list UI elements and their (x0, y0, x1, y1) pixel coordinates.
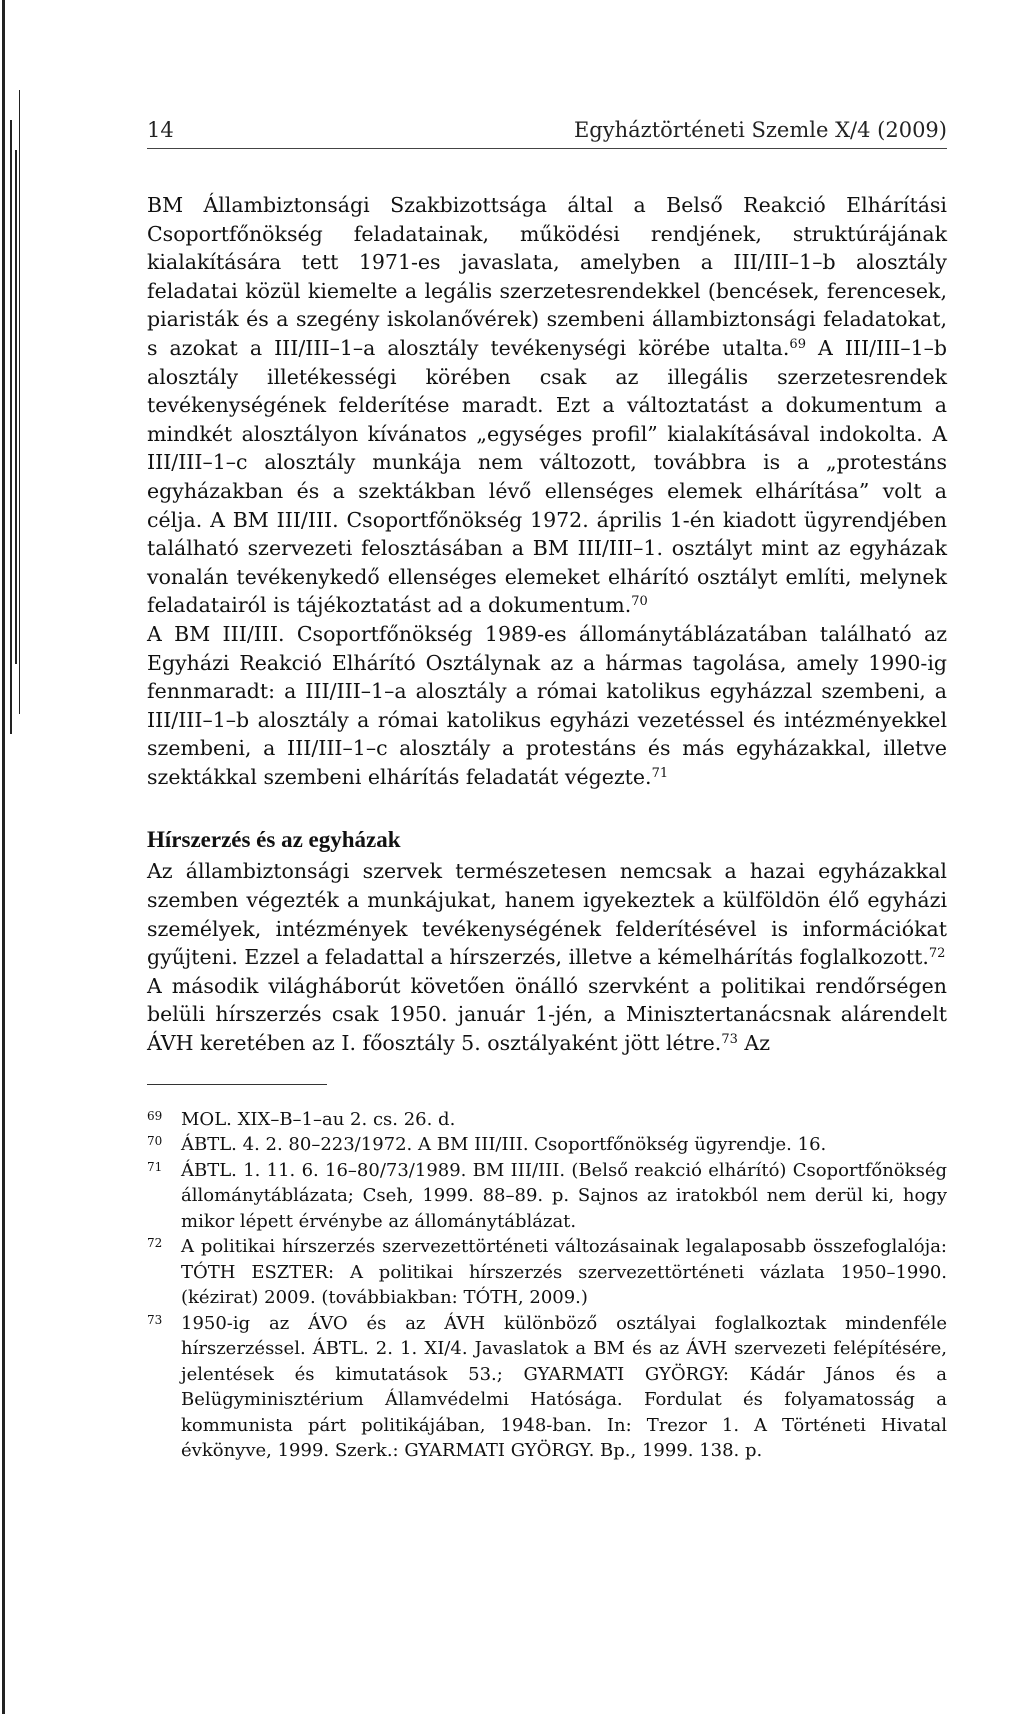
paragraph-text: A második világháborút követően önálló szervként a politikai rendőrségen belüli hírszerzés csak 1950. január 1-jén, a Minisztertanácsnak alárendelt ÁVH keretében az I. főosztály 5. osztályaként jött létre. (147, 973, 947, 1056)
scan-edge-line (15, 150, 17, 664)
body-text (147, 191, 947, 1058)
footnote-text: 1950-ig az ÁVO és az ÁVH különböző osztályai foglalkoztak mindenféle hírszerzéssel. ÁBTL. 2. 1. XI/4. Javaslatok a BM és az ÁVH szervezeti felépítésére, jelentések és kimutatások 53.; GYARMATI GYÖRGY: Kádár János és a Belügyminisztérium Államvédelmi Hatósága. Fordulat és folyamatosság a kommunista párt politikájában, 1948-ban. In: Trezor 1. A Történeti Hivatal évkönyve, 1999. Szerk.: GYARMATI GYÖRGY. Bp., 1999. 138. p. (181, 1312, 947, 1462)
footnote-text: ÁBTL. 1. 11. 6. 16–80/73/1989. BM III/III. (Belső reakció elhárító) Csoportfőnökség állománytáblázata; Cseh, 1999. 88–89. p. Sajnos az iratokból nem derül ki, hogy mikor lépett érvénybe az állománytáblázat. (181, 1159, 947, 1232)
footnote-number-label: 69 (147, 1108, 163, 1123)
footnote-reference[interactable]: 73 (721, 1032, 738, 1048)
footnote (147, 1132, 947, 1158)
document-page (147, 118, 947, 1464)
paragraph-text: Az (737, 1031, 770, 1056)
page-number: 14 (147, 118, 174, 142)
footnote-reference[interactable]: 69 (789, 336, 806, 352)
footnote-number-label: 72 (147, 1236, 163, 1251)
footnote-number-label: 70 (147, 1134, 163, 1149)
footnote-number-label: 71 (147, 1159, 163, 1174)
paragraph-text: A BM III/III. Csoportfőnökség 1989-es állománytáblázatában található az Egyházi Reakció Elhárító Osztálynak az a hármas tagolása, amely 1990-ig fennmaradt: a III/III–1–a alosztály a római katolikus egyházzal szembeni, a III/III–1–b alosztály a római katolikus egyházi vezetéssel és intézményekkel szembeni, a III/III–1–c alosztály a protestáns és más egyházakkal, illetve szektákkal szembeni elhárítás feladatát végezte. (147, 621, 947, 789)
footnote-text: ÁBTL. 4. 2. 80–223/1972. A BM III/III. Csoportfőnökség ügyrendje. 16. (181, 1134, 827, 1156)
footnote (147, 1234, 947, 1311)
footnote-number (147, 1234, 181, 1311)
paragraph-text: BM Állambiztonsági Szakbizottsága által a Belső Reakció Elhárítási Csoportfőnökség feladatainak, működési rendjének, struktúrájának kialakítására tett 1971-es javaslata, amelyben a III/III–1–b alosztály feladatai közül kiemelte a legális szerzetesrendekkel (bencések, ferencesek, piaristák és a szegény iskolanővérek) szembeni állambiztonsági feladatokat, s azokat a III/III–1–a alosztály tevékenységi körébe utalta. (147, 193, 947, 360)
footnote-reference[interactable]: 71 (651, 765, 669, 781)
footnote-reference[interactable]: 72 (928, 946, 946, 962)
footnote-number (147, 1132, 181, 1158)
running-header (147, 118, 947, 149)
footnote (147, 1311, 947, 1464)
scan-edge-line (19, 90, 20, 714)
footnote-rule (147, 1084, 327, 1085)
scan-edge-line (10, 120, 12, 734)
paragraph-text: A III/III–1–b alosztály illetékességi körében csak az illegális szerzetesrendek tevékenységének felderítése maradt. Ezt a változtatást a dokumentum a mindkét alosztályon kívánatos „egységes profil” kialakításával indokolta. A III/III–1–c alosztály munkája nem változott, továbbra is a „protestáns egyházakban és a szektákban lévő ellenséges elemek elhárítása” volt a célja. A BM III/III. Csoportfőnökség 1972. április 1-én kiadott ügyrendjében található szervezeti felosztásában a BM III/III–1. osztályt mint az egyházak vonalán tevékenykedő ellenséges elemeket elhárító osztályt említi, melynek feladatairól is tájékoztatást ad a dokumentum. (147, 335, 947, 618)
scan-edge-line (2, 0, 5, 1714)
paragraph (147, 191, 947, 620)
footnote (147, 1107, 947, 1133)
section-paragraphs (147, 857, 947, 1057)
footnote-text: A politikai hírszerzés szervezettörténeti változásainak legalaposabb összefoglalója: TÓTH ESZTER: A politikai hírszerzés szervezettörténeti vázlata 1950–1990. (kézirat) 2009. (továbbiakban: TÓTH, 2009.) (181, 1236, 947, 1309)
paragraph (147, 972, 947, 1058)
footnotes (147, 1107, 947, 1464)
paragraph-text: Az állambiztonsági szervek természetesen nemcsak a hazai egyházakkal szemben végezték a munkájukat, hanem igyekeztek a külföldön élő egyházi személyek, intézmények tevékenységének felderítésével is információkat gyűjteni. Ezzel a feladattal a hírszerzés, illetve a kémelhárítás foglalkozott. (147, 859, 947, 970)
paragraph (147, 620, 947, 792)
main-paragraphs (147, 191, 947, 791)
footnote (147, 1158, 947, 1235)
journal-title: Egyháztörténeti Szemle X/4 (2009) (573, 118, 947, 142)
footnote-number (147, 1311, 181, 1464)
footnote-text: MOL. XIX–B–1–au 2. cs. 26. d. (181, 1108, 456, 1130)
footnote-number-label: 73 (147, 1312, 163, 1327)
footnote-reference[interactable]: 70 (631, 594, 648, 610)
paragraph (147, 857, 947, 971)
footnote-number (147, 1158, 181, 1235)
footnote-number (147, 1107, 181, 1133)
section-heading: Hírszerzés és az egyházak (147, 827, 401, 853)
